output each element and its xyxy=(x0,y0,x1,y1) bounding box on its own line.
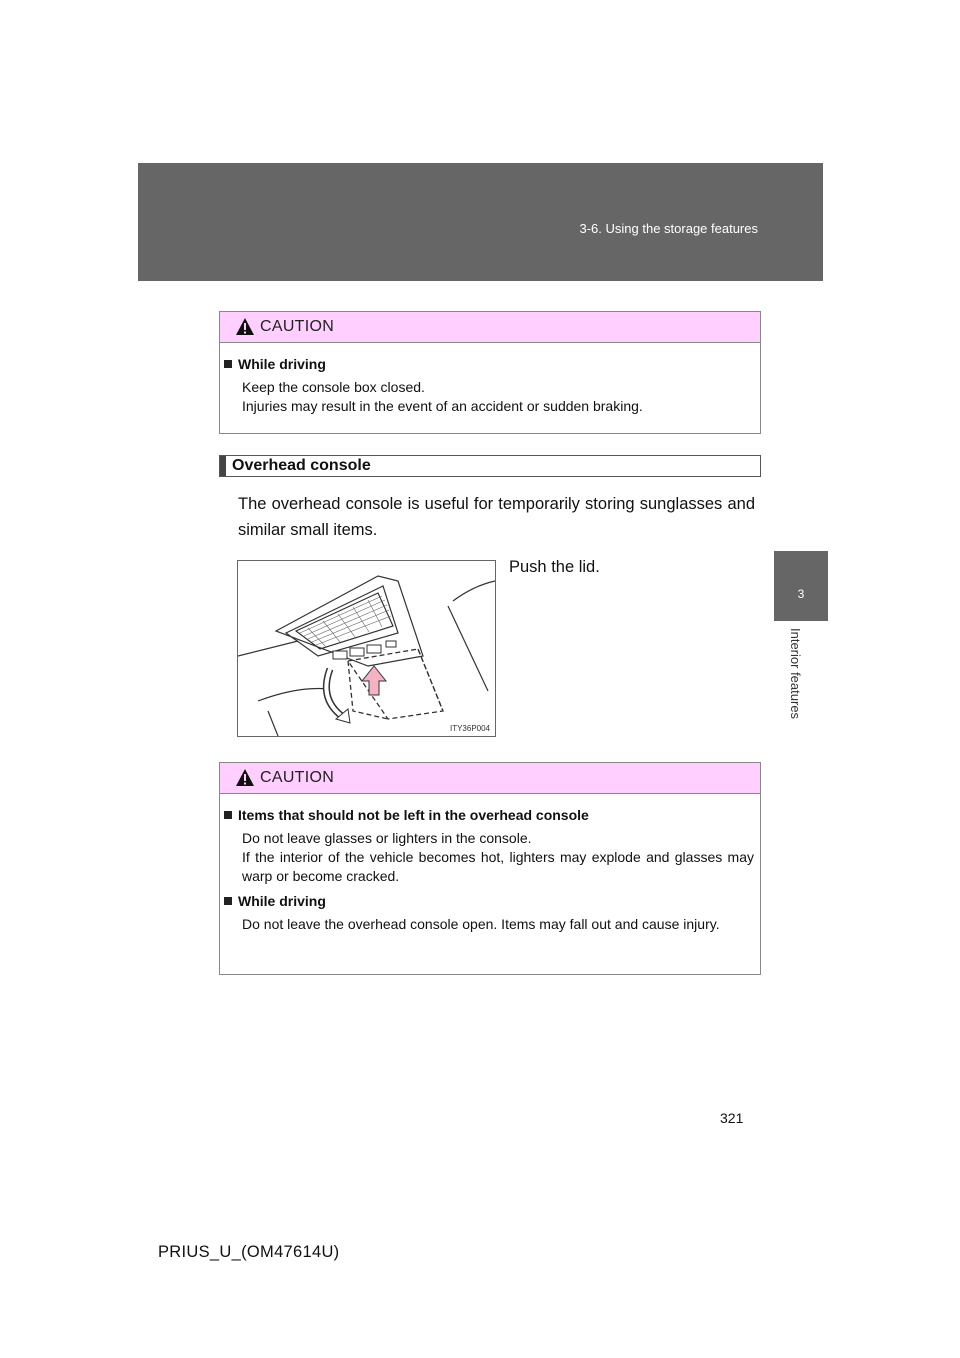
text-line: Do not leave glasses or lighters in the console. xyxy=(242,830,532,846)
section-heading-text: Overhead console xyxy=(232,457,371,474)
text-line: If the interior of the vehicle becomes hot, lighters may explode and glasses may warp or become cracked. xyxy=(242,849,754,884)
bullet-title: While driving xyxy=(224,355,754,374)
caution-box-1 xyxy=(219,311,761,434)
caution-body xyxy=(220,343,760,434)
section-title: 3-6. Using the storage features xyxy=(579,221,758,236)
square-bullet-icon xyxy=(224,360,232,368)
caution-label: CAUTION xyxy=(260,318,335,335)
square-bullet-icon xyxy=(224,811,232,819)
chapter-label xyxy=(776,628,830,738)
bullet-title: While driving xyxy=(224,892,754,911)
figure-code: ITY36P004 xyxy=(449,724,490,733)
square-bullet-icon xyxy=(224,897,232,905)
overhead-console-illustration xyxy=(238,561,495,736)
bullet-text xyxy=(224,915,754,934)
chapter-label-text: Interior features xyxy=(788,628,803,720)
caution-box-2 xyxy=(219,762,761,975)
text-line: Keep the console box closed. xyxy=(242,379,425,395)
overhead-console-figure xyxy=(237,560,496,737)
bullet-text xyxy=(224,378,754,416)
heading-bar xyxy=(220,456,226,476)
footer-code: PRIUS_U_(OM47614U) xyxy=(158,1243,340,1261)
section-heading xyxy=(219,455,761,477)
warning-icon xyxy=(235,768,255,787)
caution-header xyxy=(220,312,760,343)
bullet-text xyxy=(224,829,754,886)
text-line: Injuries may result in the event of an accident or sudden braking. xyxy=(242,398,643,414)
caution-header xyxy=(220,763,760,794)
page-number: 321 xyxy=(720,1110,744,1126)
caution-label: CAUTION xyxy=(260,769,335,786)
chapter-number: 3 xyxy=(797,587,805,601)
chapter-tab[interactable] xyxy=(774,551,828,621)
warning-icon xyxy=(235,317,255,336)
intro-paragraph: The overhead console is useful for temporarily storing sunglasses and similar small items. xyxy=(238,495,755,539)
caution-body xyxy=(220,794,760,952)
header-band xyxy=(138,163,823,281)
step-instruction: Push the lid. xyxy=(509,558,600,576)
text-line: Do not leave the overhead console open. Items may fall out and cause injury. xyxy=(242,916,720,932)
bullet-title: Items that should not be left in the overhead console xyxy=(224,806,754,825)
